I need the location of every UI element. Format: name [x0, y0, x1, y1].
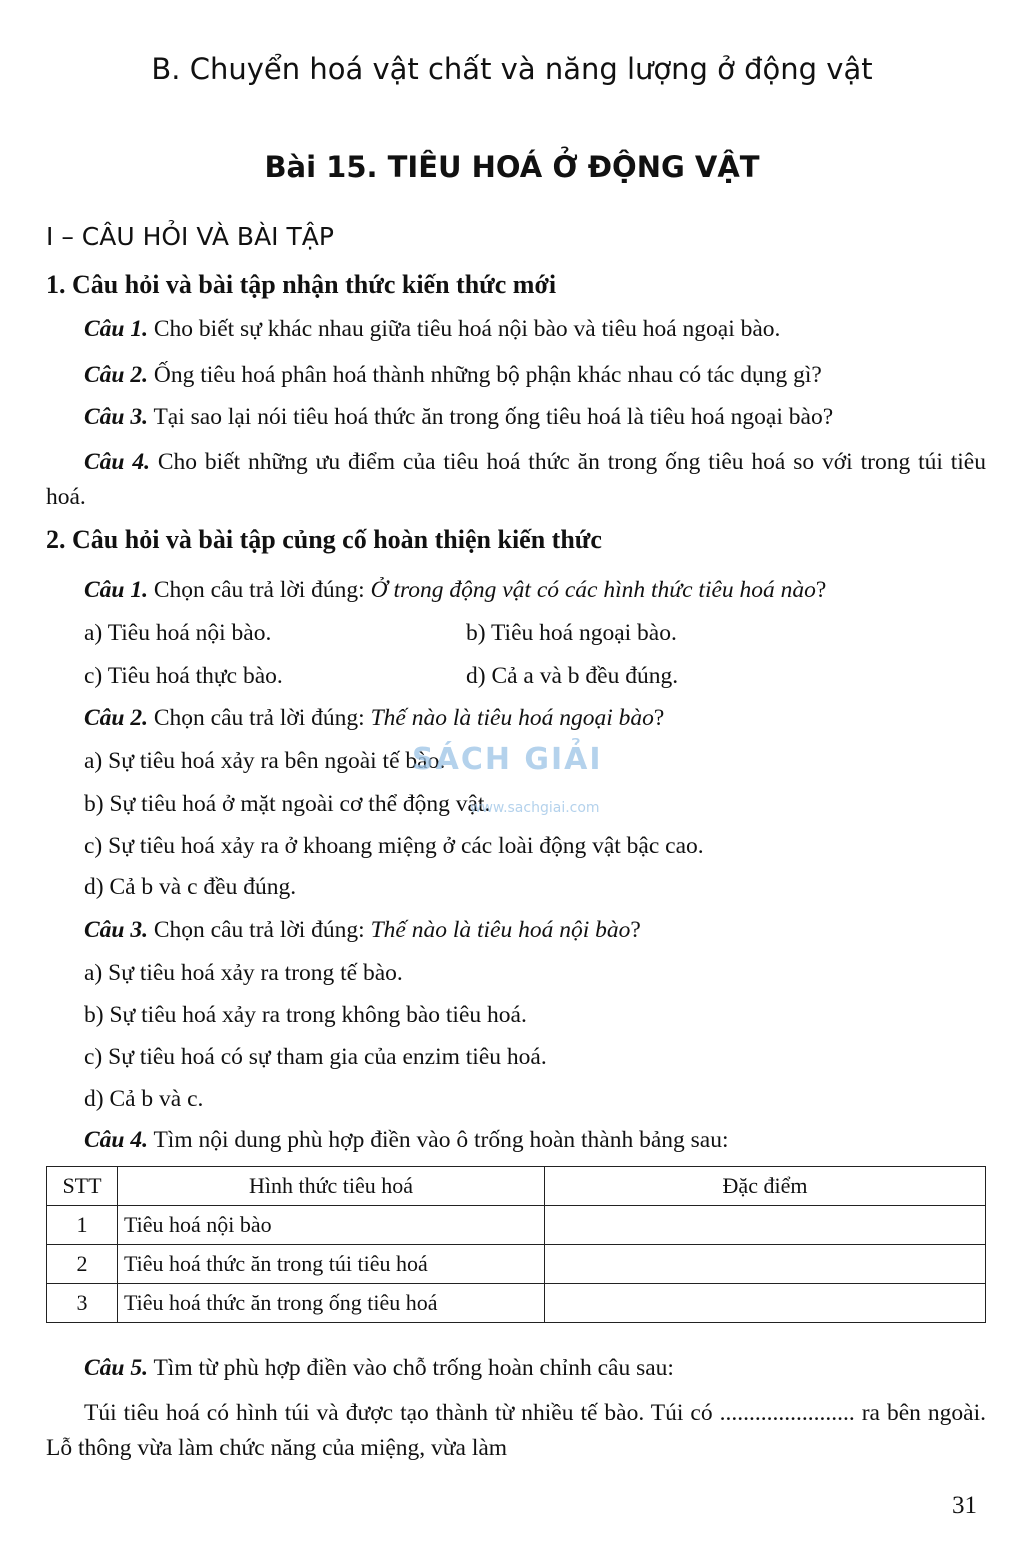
question-label: Câu 5.	[84, 1355, 148, 1381]
question-label: Câu 2.	[84, 362, 148, 388]
question-label: Câu 4.	[84, 1127, 148, 1153]
table-cell: 1	[47, 1206, 118, 1245]
question-prompt: Thế nào là tiêu hoá ngoại bào	[370, 705, 654, 731]
question-mark: ?	[630, 917, 641, 943]
watermark-logo: SÁCH GIẢI	[412, 742, 603, 777]
question-2-1	[84, 577, 826, 604]
question-text: Tìm từ phù hợp điền vào chỗ trống hoàn chỉnh câu sau:	[148, 1355, 674, 1381]
question-2-4	[84, 1127, 729, 1154]
question-text: Tại sao lại nói tiêu hoá thức ăn trong ống tiêu hoá là tiêu hoá ngoại bào?	[148, 404, 834, 430]
part-title: I – CÂU HỎI VÀ BÀI TẬP	[46, 222, 334, 251]
table-cell: Tiêu hoá thức ăn trong ống tiêu hoá	[118, 1284, 545, 1323]
classification-table	[46, 1166, 986, 1323]
question-lead: Chọn câu trả lời đúng:	[148, 705, 371, 731]
question-label: Câu 1.	[84, 316, 148, 342]
watermark-url: www.sachgiai.com	[470, 800, 600, 816]
option-b: b) Sự tiêu hoá xảy ra trong không bào tiêu hoá.	[84, 1002, 527, 1028]
question-label: Câu 2.	[84, 705, 148, 731]
question-label: Câu 4.	[84, 449, 150, 475]
question-prompt: Ở trong động vật có các hình thức tiêu hoá nào	[370, 577, 816, 603]
question-2-2	[84, 705, 664, 732]
question-text: Cho biết sự khác nhau giữa tiêu hoá nội bào và tiêu hoá ngoại bào.	[148, 316, 781, 342]
question-lead: Chọn câu trả lời đúng:	[148, 577, 371, 603]
question-1-3	[84, 404, 833, 431]
option-d: d) Cả b và c.	[84, 1086, 204, 1112]
option-b: b) Tiêu hoá ngoại bào.	[466, 620, 677, 646]
option-a: a) Tiêu hoá nội bào.	[84, 620, 272, 646]
subsection-1-title: 1. Câu hỏi và bài tập nhận thức kiến thức mới	[46, 270, 557, 299]
section-title: B. Chuyển hoá vật chất và năng lượng ở động vật	[151, 52, 873, 86]
question-mark: ?	[815, 577, 827, 603]
table-cell-blank[interactable]	[545, 1284, 986, 1323]
lesson-title: Bài 15. TIÊU HOÁ Ở ĐỘNG VẬT	[264, 150, 760, 184]
table-cell: 2	[47, 1245, 118, 1284]
question-label: Câu 3.	[84, 917, 148, 943]
question-text: Tìm nội dung phù hợp điền vào ô trống hoàn thành bảng sau:	[148, 1127, 729, 1153]
table-cell-blank[interactable]	[545, 1245, 986, 1284]
fill-in-paragraph: Túi tiêu hoá có hình túi và được tạo thành từ nhiều tế bào. Túi có ....................... ra bên ngoài. Lỗ thông vừa làm chức năng của miệng, vừa làm	[46, 1400, 986, 1461]
question-2-5	[84, 1355, 674, 1382]
table-cell-blank[interactable]	[545, 1206, 986, 1245]
table-row	[47, 1206, 986, 1245]
question-label: Câu 1.	[84, 577, 148, 603]
question-1-2	[84, 362, 822, 389]
table-header: Đặc điểm	[545, 1167, 986, 1206]
table-row	[47, 1245, 986, 1284]
subsection-2-title: 2. Câu hỏi và bài tập củng cố hoàn thiện kiến thức	[46, 525, 602, 554]
option-a: a) Sự tiêu hoá xảy ra bên ngoài tế bào.	[84, 748, 446, 774]
question-2-3	[84, 917, 641, 944]
question-lead: Chọn câu trả lời đúng:	[148, 917, 371, 943]
option-c: c) Tiêu hoá thực bào.	[84, 663, 283, 689]
question-text: Cho biết những ưu điểm của tiêu hoá thức ăn trong ống tiêu hoá so với trong túi tiêu hoá.	[46, 449, 986, 510]
page-number: 31	[952, 1492, 977, 1519]
question-label: Câu 3.	[84, 404, 148, 430]
question-mark: ?	[653, 705, 665, 731]
question-1-1	[84, 316, 780, 343]
table-row	[47, 1284, 986, 1323]
option-d: d) Cả a và b đều đúng.	[466, 663, 679, 689]
table-header-row	[47, 1167, 986, 1206]
option-a: a) Sự tiêu hoá xảy ra trong tế bào.	[84, 960, 403, 986]
table-header: Hình thức tiêu hoá	[118, 1167, 545, 1206]
option-c: c) Sự tiêu hoá xảy ra ở khoang miệng ở các loài động vật bậc cao.	[84, 833, 704, 859]
option-c: c) Sự tiêu hoá có sự tham gia của enzim tiêu hoá.	[84, 1044, 547, 1070]
table-header: STT	[47, 1167, 118, 1206]
option-d: d) Cả b và c đều đúng.	[84, 874, 297, 900]
option-b: b) Sự tiêu hoá ở mặt ngoài cơ thể động vật.	[84, 791, 491, 817]
table-cell: Tiêu hoá nội bào	[118, 1206, 545, 1245]
table-cell: 3	[47, 1284, 118, 1323]
question-text: Ống tiêu hoá phân hoá thành những bộ phận khác nhau có tác dụng gì?	[148, 362, 822, 388]
table-cell: Tiêu hoá thức ăn trong túi tiêu hoá	[118, 1245, 545, 1284]
question-1-4	[46, 445, 986, 515]
question-prompt: Thế nào là tiêu hoá nội bào	[370, 917, 631, 943]
